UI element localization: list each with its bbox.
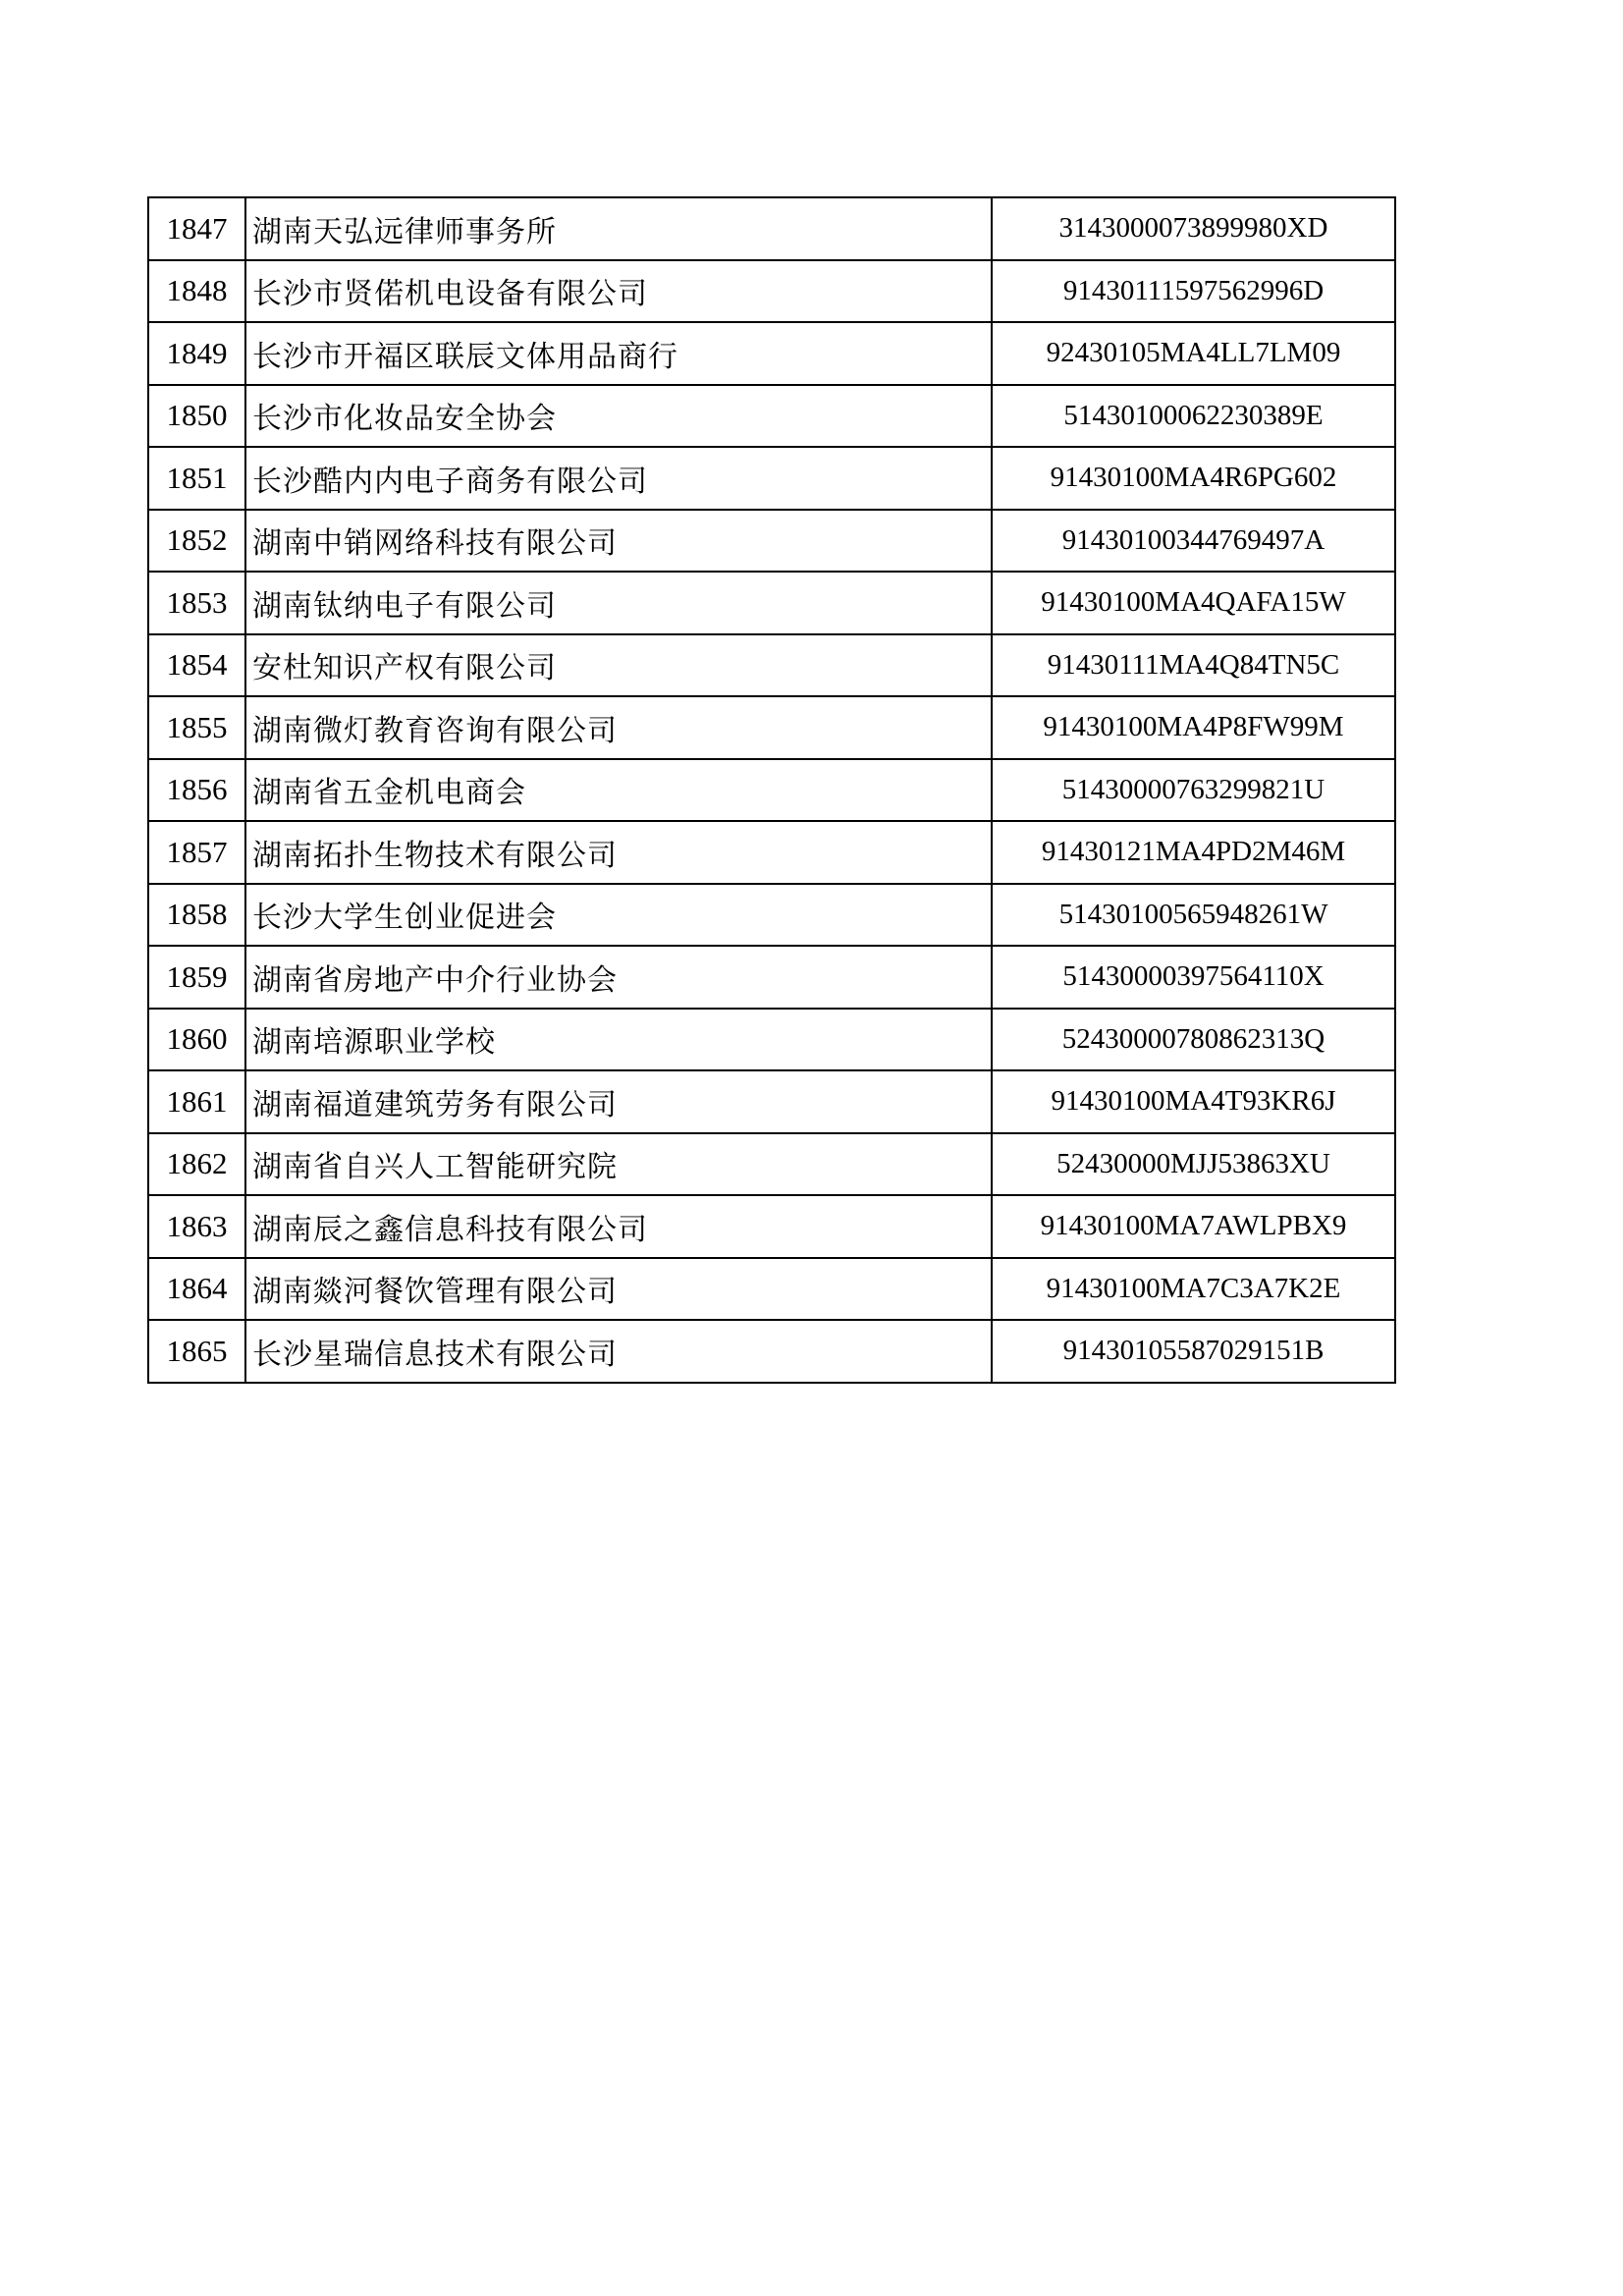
row-index-cell: 1864	[148, 1258, 245, 1321]
registry-table-body	[148, 197, 1395, 1383]
organization-name-cell: 湖南福道建筑劳务有限公司	[245, 1070, 992, 1133]
organization-name-cell: 长沙星瑞信息技术有限公司	[245, 1320, 992, 1383]
credit-code-cell: 3143000073899980XD	[992, 197, 1395, 260]
row-index-cell: 1862	[148, 1133, 245, 1196]
row-index-cell: 1860	[148, 1009, 245, 1071]
row-index-cell: 1857	[148, 821, 245, 884]
table-row	[148, 447, 1395, 510]
credit-code-cell: 91430100344769497A	[992, 510, 1395, 573]
table-row	[148, 946, 1395, 1009]
organization-name-cell: 长沙市开福区联辰文体用品商行	[245, 322, 992, 385]
organization-name-cell: 湖南培源职业学校	[245, 1009, 992, 1071]
credit-code-cell: 91430111MA4Q84TN5C	[992, 634, 1395, 697]
organization-name-cell: 湖南天弘远律师事务所	[245, 197, 992, 260]
row-index-cell: 1849	[148, 322, 245, 385]
credit-code-cell: 91430100MA4R6PG602	[992, 447, 1395, 510]
organization-name-cell: 湖南中销网络科技有限公司	[245, 510, 992, 573]
credit-code-cell: 91430100MA4QAFA15W	[992, 572, 1395, 634]
credit-code-cell: 91430100MA4P8FW99M	[992, 696, 1395, 759]
table-row	[148, 1070, 1395, 1133]
credit-code-cell: 92430105MA4LL7LM09	[992, 322, 1395, 385]
credit-code-cell: 51430100062230389E	[992, 385, 1395, 448]
organization-name-cell: 湖南省五金机电商会	[245, 759, 992, 822]
credit-code-cell: 91430121MA4PD2M46M	[992, 821, 1395, 884]
table-row	[148, 634, 1395, 697]
organization-name-cell: 长沙大学生创业促进会	[245, 884, 992, 947]
table-row	[148, 322, 1395, 385]
table-row	[148, 1195, 1395, 1258]
organization-name-cell: 湖南辰之鑫信息科技有限公司	[245, 1195, 992, 1258]
organization-name-cell: 湖南省房地产中介行业协会	[245, 946, 992, 1009]
credit-code-cell: 91430100MA7AWLPBX9	[992, 1195, 1395, 1258]
row-index-cell: 1850	[148, 385, 245, 448]
organization-name-cell: 湖南燚河餐饮管理有限公司	[245, 1258, 992, 1321]
organization-name-cell: 湖南拓扑生物技术有限公司	[245, 821, 992, 884]
row-index-cell: 1865	[148, 1320, 245, 1383]
credit-code-cell: 52430000MJJ53863XU	[992, 1133, 1395, 1196]
credit-code-cell: 91430105587029151B	[992, 1320, 1395, 1383]
row-index-cell: 1858	[148, 884, 245, 947]
row-index-cell: 1848	[148, 260, 245, 323]
organization-name-cell: 湖南钛纳电子有限公司	[245, 572, 992, 634]
credit-code-cell: 91430100MA4T93KR6J	[992, 1070, 1395, 1133]
credit-code-cell: 91430100MA7C3A7K2E	[992, 1258, 1395, 1321]
table-row	[148, 260, 1395, 323]
row-index-cell: 1856	[148, 759, 245, 822]
table-row	[148, 884, 1395, 947]
table-row	[148, 385, 1395, 448]
table-row	[148, 821, 1395, 884]
row-index-cell: 1851	[148, 447, 245, 510]
organization-name-cell: 湖南省自兴人工智能研究院	[245, 1133, 992, 1196]
table-row	[148, 696, 1395, 759]
credit-code-cell: 51430000397564110X	[992, 946, 1395, 1009]
table-row	[148, 759, 1395, 822]
table-row	[148, 510, 1395, 573]
table-row	[148, 572, 1395, 634]
row-index-cell: 1854	[148, 634, 245, 697]
row-index-cell: 1859	[148, 946, 245, 1009]
registry-table	[147, 196, 1396, 1384]
table-row	[148, 1258, 1395, 1321]
organization-name-cell: 长沙酷内内电子商务有限公司	[245, 447, 992, 510]
credit-code-cell: 52430000780862313Q	[992, 1009, 1395, 1071]
table-row	[148, 1320, 1395, 1383]
credit-code-cell: 91430111597562996D	[992, 260, 1395, 323]
row-index-cell: 1853	[148, 572, 245, 634]
organization-name-cell: 长沙市贤偌机电设备有限公司	[245, 260, 992, 323]
organization-name-cell: 长沙市化妆品安全协会	[245, 385, 992, 448]
row-index-cell: 1855	[148, 696, 245, 759]
table-row	[148, 1009, 1395, 1071]
row-index-cell: 1861	[148, 1070, 245, 1133]
row-index-cell: 1847	[148, 197, 245, 260]
organization-name-cell: 安杜知识产权有限公司	[245, 634, 992, 697]
row-index-cell: 1852	[148, 510, 245, 573]
table-row	[148, 1133, 1395, 1196]
credit-code-cell: 51430100565948261W	[992, 884, 1395, 947]
organization-name-cell: 湖南微灯教育咨询有限公司	[245, 696, 992, 759]
row-index-cell: 1863	[148, 1195, 245, 1258]
table-row	[148, 197, 1395, 260]
credit-code-cell: 51430000763299821U	[992, 759, 1395, 822]
